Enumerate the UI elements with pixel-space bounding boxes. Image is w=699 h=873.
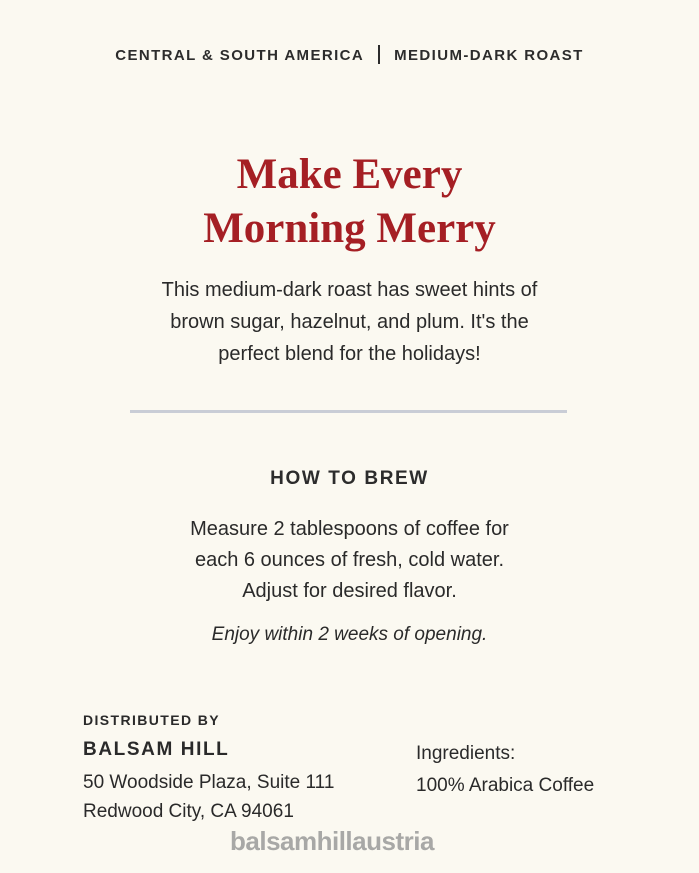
description-line-2: brown sugar, hazelnut, and plum. It's the (170, 311, 529, 333)
brew-line-1: Measure 2 tablespoons of coffee for (190, 518, 509, 540)
title-line-2: Morning Merry (203, 205, 496, 252)
region-label: CENTRAL & SOUTH AMERICA (115, 47, 365, 64)
ingredients-block (416, 738, 594, 802)
header-separator (378, 45, 380, 64)
company-name: BALSAM HILL (83, 739, 230, 760)
address-line-1: 50 Woodside Plaza, Suite 111 (83, 772, 335, 793)
distributed-by-label: DISTRIBUTED BY (83, 712, 221, 728)
ingredients-label: Ingredients: (416, 743, 516, 764)
watermark-text: balsamhillaustria (230, 826, 434, 856)
brew-line-3: Adjust for desired flavor. (242, 580, 457, 602)
roast-label: MEDIUM-DARK ROAST (394, 47, 584, 64)
brew-line-2: each 6 ounces of fresh, cold water. (194, 549, 505, 571)
company-address (83, 768, 334, 826)
origin-roast-header (0, 45, 699, 64)
brew-heading: HOW TO BREW (270, 468, 429, 489)
ingredients-value: 100% Arabica Coffee (416, 775, 595, 796)
product-description (0, 274, 699, 370)
section-divider (130, 410, 567, 413)
freshness-note: Enjoy within 2 weeks of opening. (211, 624, 488, 645)
address-line-2: Redwood City, CA 94061 (83, 801, 294, 822)
brew-instructions (0, 514, 699, 607)
title-line-1: Make Every (236, 151, 463, 198)
product-title (0, 148, 699, 256)
description-line-3: perfect blend for the holidays! (218, 343, 481, 365)
description-line-1: This medium-dark roast has sweet hints of (161, 279, 538, 301)
